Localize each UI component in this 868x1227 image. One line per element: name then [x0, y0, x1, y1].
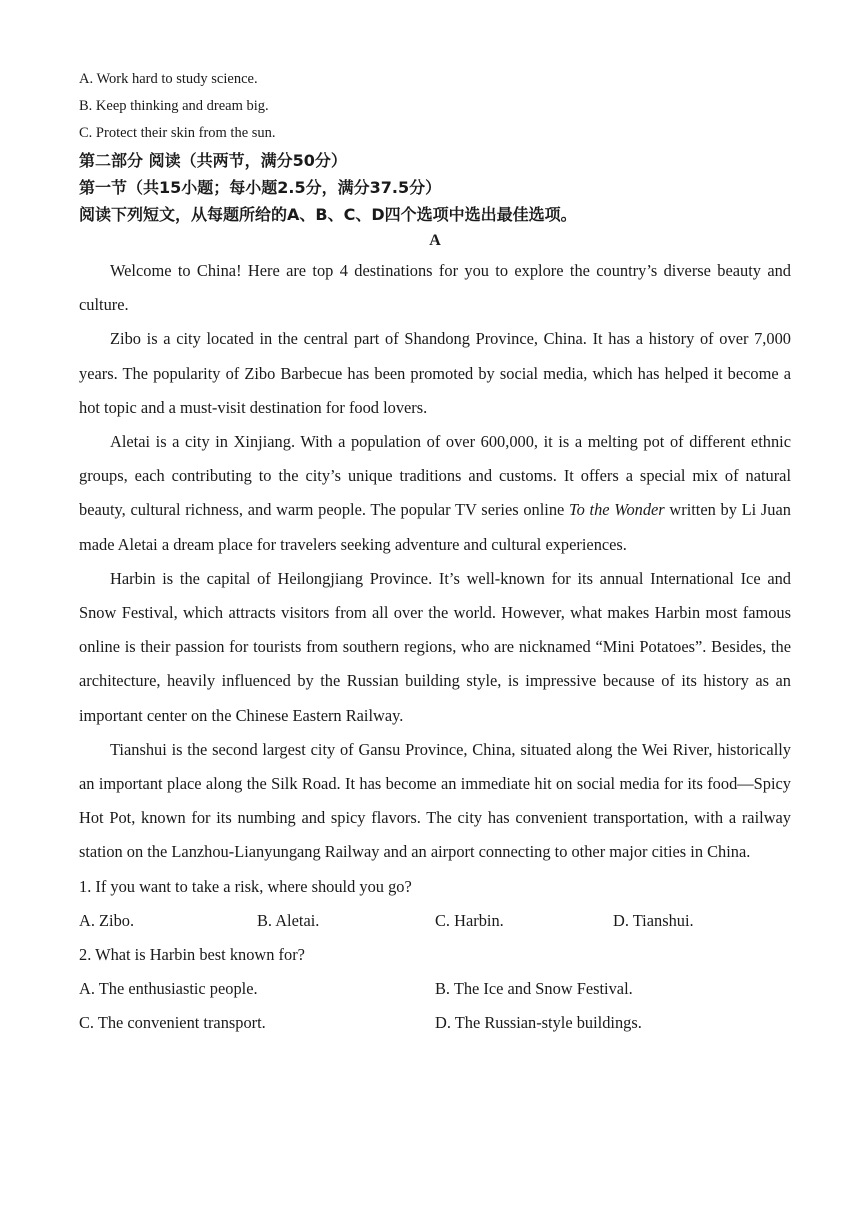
part-heading: 第二部分 阅读（共两节，满分50分）	[79, 151, 347, 170]
question-2-option-c: C. The convenient transport.	[79, 1013, 266, 1033]
question-2-option-b: B. The Ice and Snow Festival.	[435, 979, 633, 999]
question-2-option-a: A. The enthusiastic people.	[79, 979, 258, 999]
question-2-options-row-1	[79, 972, 791, 1006]
question-2-options-row-2	[79, 1006, 791, 1040]
prev-option-c: C. Protect their skin from the sun.	[79, 125, 276, 141]
passage-paragraph-intro: Welcome to China! Here are top 4 destinations for you to explore the country’s diverse beauty and culture.	[79, 261, 791, 315]
aletai-text-before: Aletai is a city in Xinjiang. With a population of over 600,000, it is a melting pot of different ethnic groups, each contributing to the city’s unique traditions and customs. It offers a special mix of natural beauty, cultural richness, and warm people. The popular TV series online	[79, 432, 791, 520]
question-2-stem: 2. What is Harbin best known for?	[79, 945, 305, 965]
tv-series-title: To the Wonder	[569, 500, 665, 520]
question-2-option-d: D. The Russian-style buildings.	[435, 1013, 642, 1033]
question-1-option-c: C. Harbin.	[435, 910, 504, 930]
section-heading: 第一节（共15小题；每小题2.5分，满分37.5分）	[79, 178, 442, 197]
passage-paragraph-aletai	[79, 425, 791, 562]
document-page	[79, 66, 791, 1041]
passage-paragraph-harbin: Harbin is the capital of Heilongjiang Province. It’s well-known for its annual International Ice and Snow Festival, which attracts visitors from all over the world. However, what makes Harbin most famous online is their passion for tourists from southern regions, who are nicknamed “Mini Potatoes”. Besides, the architecture, heavily influenced by the Russian building style, is impressive because of its history as an important center on the Chinese Eastern Railway.	[79, 568, 791, 725]
question-1-option-a: A. Zibo.	[79, 910, 135, 930]
question-1-option-b: B. Aletai.	[257, 910, 320, 930]
question-1-stem: 1. If you want to take a risk, where should you go?	[79, 876, 412, 896]
passage-paragraph-tianshui: Tianshui is the second largest city of Gansu Province, China, situated along the Wei River, historically an important place along the Silk Road. It has become an immediate hit on social media for its food—Spicy Hot Pot, known for its numbing and spicy flavors. The city has convenient transportation, with a railway station on the Lanzhou-Lianyungang Railway and an airport connecting to other major cities in China.	[79, 739, 791, 862]
prev-option-b: B. Keep thinking and dream big.	[79, 98, 269, 114]
question-1-option-d: D. Tianshui.	[613, 910, 694, 930]
passage-label: A	[429, 232, 441, 249]
prev-option-a: A. Work hard to study science.	[79, 71, 258, 87]
instructions: 阅读下列短文，从每题所给的A、B、C、D四个选项中选出最佳选项。	[79, 205, 577, 224]
aletai-text-after: written by Li Juan made Aletai a dream place for travelers seeking adventure and cultural experiences.	[79, 500, 791, 554]
passage-paragraph-zibo: Zibo is a city located in the central part of Shandong Province, China. It has a history of over 7,000 years. The popularity of Zibo Barbecue has been promoted by social media, which has helped it become a hot topic and a must-visit destination for food lovers.	[79, 329, 791, 417]
question-1-options	[79, 904, 791, 938]
